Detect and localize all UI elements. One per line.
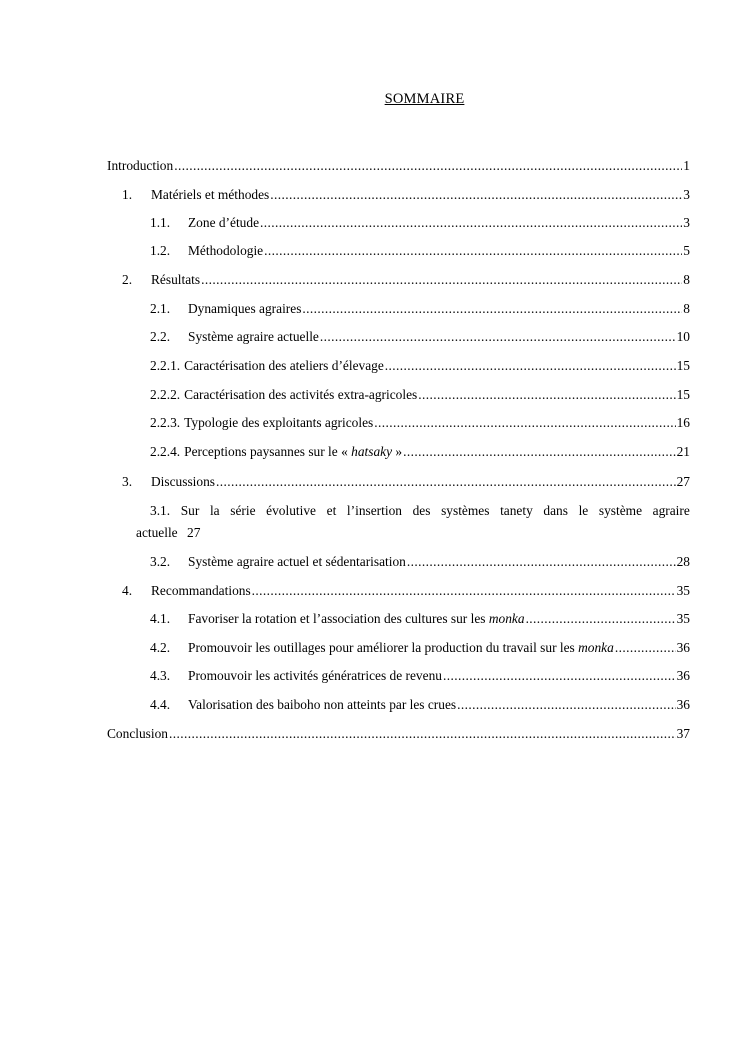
toc-leader (374, 414, 675, 432)
toc-leader (443, 667, 676, 685)
toc-number: 4.3. (150, 668, 171, 683)
toc-number: 2. (122, 272, 133, 287)
toc-entry-1-1[interactable] (150, 214, 690, 232)
toc-page-number: 1 (683, 158, 690, 173)
toc-leader (260, 214, 682, 232)
toc-leader (252, 582, 676, 600)
toc-label: Zone d’étude (188, 215, 260, 230)
toc-leader (457, 696, 675, 714)
toc-page-number: 35 (676, 611, 690, 626)
toc-leader (615, 639, 676, 657)
toc-label: Discussions (151, 474, 215, 489)
toc-entry-1-2[interactable] (150, 242, 690, 260)
toc-number: 4.4. (150, 697, 171, 712)
toc-page-number: 16 (676, 415, 690, 430)
toc-number: 2.2.3. (150, 415, 181, 430)
toc-label-text: Promouvoir les outillages pour améliorer la production du travail sur les (188, 640, 575, 655)
toc-label: Introduction (107, 158, 174, 173)
toc-word: l’insertion (346, 503, 402, 518)
toc-entry-2[interactable] (122, 271, 690, 289)
toc-leader (169, 725, 676, 743)
toc-entry-3-1-line2 (136, 522, 690, 544)
toc-word: le (578, 503, 589, 518)
toc-leader (526, 610, 676, 628)
toc-entry-4-1[interactable] (150, 610, 690, 628)
toc-label-italic: monka (488, 611, 525, 626)
toc-label: Caractérisation des activités extra-agricoles (184, 387, 418, 402)
toc-number: 2.1. (150, 301, 171, 316)
toc-word: tanety (500, 503, 533, 518)
toc-label: Conclusion (107, 726, 169, 741)
toc-entry-4[interactable] (122, 582, 690, 600)
toc-page-number: 8 (683, 272, 690, 287)
toc-label: Typologie des exploitants agricoles (184, 415, 374, 430)
toc-leader (201, 271, 682, 289)
toc-entry-2-2-4[interactable] (150, 443, 690, 461)
toc-page-number: 3 (683, 215, 690, 230)
toc-leader (302, 300, 682, 318)
toc-label-text: Perceptions paysannes sur le « (184, 444, 348, 459)
toc-word: systèmes (441, 503, 490, 518)
toc-leader (174, 157, 682, 175)
toc-page-number: 27 (676, 474, 690, 489)
toc-entry-2-1[interactable] (150, 300, 690, 318)
toc-number: 4.2. (150, 640, 171, 655)
toc-leader (385, 357, 676, 375)
toc-page-number: 3 (683, 187, 690, 202)
toc-number: 1.1. (150, 215, 171, 230)
toc-word: Sur (180, 503, 200, 518)
toc-page-number: 15 (676, 387, 690, 402)
toc-word: des (412, 503, 431, 518)
toc-page-number: 36 (676, 640, 690, 655)
toc-page-number: 28 (676, 554, 690, 569)
toc-entry-2-2[interactable] (150, 328, 690, 346)
toc-entry-introduction[interactable] (107, 157, 690, 175)
toc-label: Méthodologie (188, 243, 264, 258)
toc-label (184, 443, 402, 461)
toc-word: évolutive (266, 503, 316, 518)
toc-number: 4.1. (150, 611, 171, 626)
toc-leader (403, 443, 676, 461)
toc-label: Système agraire actuelle (188, 329, 319, 344)
toc-label: Système agraire actuel et sédentarisation (188, 554, 406, 569)
toc-page-number: 21 (676, 444, 690, 459)
toc-leader (418, 386, 675, 404)
toc-number: 3.1. (150, 503, 171, 518)
toc-number: 1. (122, 187, 133, 202)
toc-page-number: 15 (676, 358, 690, 373)
toc-number: 2.2. (150, 329, 171, 344)
toc-label: Caractérisation des ateliers d’élevage (184, 358, 384, 373)
toc-leader (320, 328, 676, 346)
toc-label-italic: hatsaky (351, 444, 393, 459)
toc-label-text: Favoriser la rotation et l’association des cultures sur les (188, 611, 486, 626)
toc-entry-conclusion[interactable] (107, 725, 690, 743)
toc-page-number: 35 (676, 583, 690, 598)
toc-entry-4-4[interactable] (150, 696, 690, 714)
toc-entry-3-2[interactable] (150, 553, 690, 571)
toc-entry-4-2[interactable] (150, 639, 690, 657)
toc-label: Résultats (151, 272, 201, 287)
toc-word: système (598, 503, 643, 518)
toc-label: Promouvoir les activités génératrices de revenu (188, 668, 442, 683)
toc-entry-2-2-1[interactable] (150, 357, 690, 375)
toc-number: 2.2.2. (150, 387, 181, 402)
toc-page-number: 27 (187, 525, 201, 540)
toc-number: 3.2. (150, 554, 171, 569)
toc-label: Recommandations (151, 583, 251, 598)
toc-entry-2-2-2[interactable] (150, 386, 690, 404)
toc-page-number: 5 (683, 243, 690, 258)
toc-number: 2.2.4. (150, 444, 181, 459)
toc-entry-3-1-line1 (136, 500, 690, 522)
toc-page-number: 36 (676, 668, 690, 683)
toc-label: Matériels et méthodes (151, 187, 270, 202)
toc-number: 1.2. (150, 243, 171, 258)
toc-leader (216, 473, 676, 491)
page-title: SOMMAIRE (384, 91, 465, 107)
toc-word: dans (543, 503, 568, 518)
toc-leader (407, 553, 676, 571)
toc-label-text-end: » (395, 444, 403, 459)
toc-word: série (230, 503, 256, 518)
toc-page-number: 36 (676, 697, 690, 712)
toc-entry-3-1[interactable] (136, 500, 690, 544)
toc-word: agraire (652, 503, 690, 518)
toc-entry-4-3[interactable] (150, 667, 690, 685)
toc-page-number: 10 (676, 329, 690, 344)
toc-label-continuation: actuelle (136, 525, 178, 540)
toc-page-number: 37 (676, 726, 690, 741)
toc-leader (264, 242, 682, 260)
toc-word: la (209, 503, 220, 518)
toc-entry-1[interactable] (122, 186, 690, 204)
toc-number: 2.2.1. (150, 358, 181, 373)
toc-page-number: 8 (683, 301, 690, 316)
toc-entry-2-2-3[interactable] (150, 414, 690, 432)
toc-entry-3[interactable] (122, 473, 690, 491)
toc-number: 4. (122, 583, 133, 598)
toc-label-italic: monka (578, 640, 614, 655)
toc-label (188, 639, 614, 657)
toc-number: 3. (122, 474, 133, 489)
toc-label (188, 610, 525, 628)
toc-word: et (326, 503, 337, 518)
toc-label: Valorisation des baiboho non atteints par les crues (188, 697, 457, 712)
toc-leader (270, 186, 682, 204)
toc-label: Dynamiques agraires (188, 301, 302, 316)
